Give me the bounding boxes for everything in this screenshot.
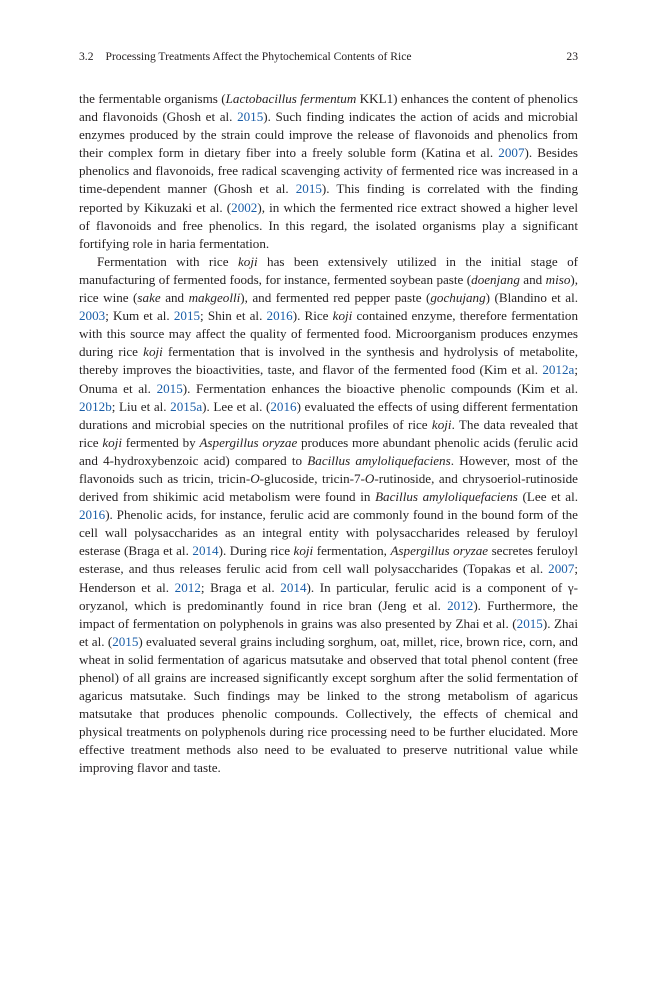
italic-term: doenjang xyxy=(471,271,520,287)
citation-link[interactable]: 2014 xyxy=(280,579,307,595)
text-run: ; Braga et al. xyxy=(200,579,281,595)
text-run: ; Liu et al. xyxy=(111,398,171,414)
text-run: Fermentation with rice xyxy=(97,253,238,269)
citation-link[interactable]: 2007 xyxy=(498,145,525,161)
section-number: 3.2 xyxy=(79,50,94,63)
running-head-section xyxy=(79,50,412,64)
text-run: ), and fermented red pepper paste ( xyxy=(240,290,431,306)
text-run: ; Onuma et al. xyxy=(79,362,578,396)
text-run: ). Zhai et al. ( xyxy=(79,615,579,649)
text-run: and xyxy=(160,290,189,306)
citation-link[interactable]: 2012b xyxy=(79,398,112,414)
citation-link[interactable]: 2016 xyxy=(79,507,106,523)
italic-term: koji xyxy=(102,434,123,450)
text-run: -rutinoside, and chrysoeriol-rutinoside derived from shikimic acid metabolism were found in xyxy=(79,470,578,505)
italic-term: Bacillus amyloliquefaciens xyxy=(307,452,451,468)
text-run: ). In particular, ferulic acid is a component of γ-oryzanol, which is predominantly found in rice bran (Jeng et al. xyxy=(79,579,578,613)
citation-link[interactable]: 2002 xyxy=(231,199,258,215)
citation-link[interactable]: 2015 xyxy=(156,380,183,396)
paragraph xyxy=(79,90,578,253)
text-run: ), rice wine ( xyxy=(79,271,579,306)
text-run: the fermentable organisms ( xyxy=(79,91,226,106)
citation-link[interactable]: 2007 xyxy=(548,561,575,577)
italic-term: gochujang xyxy=(430,290,486,306)
text-run: fermentation, xyxy=(313,543,391,559)
italic-term: koji xyxy=(332,308,353,324)
citation-link[interactable]: 2016 xyxy=(270,398,297,414)
text-run: produces more abundant phenolic acids (ferulic acid and 4-hydroxybenzoic acid) compared to xyxy=(79,434,578,468)
citation-link[interactable]: 2003 xyxy=(79,308,106,324)
citation-link[interactable]: 2012 xyxy=(447,597,474,613)
citation-link[interactable]: 2015 xyxy=(295,181,322,197)
italic-term: koji xyxy=(431,416,452,432)
text-run: (Lee et al. xyxy=(517,489,578,505)
text-run: ), in which the fermented rice extract showed a higher level of flavonoids and free phenolics. In this regard, the isolated organisms play a significant fortifying role in haria fermentation. xyxy=(79,199,578,251)
citation-link[interactable]: 2014 xyxy=(192,543,219,559)
text-run: ). Furthermore, the impact of fermentation on polyphenols in grains was also presented by Zhai et al. ( xyxy=(79,597,578,631)
italic-term: Aspergillus oryzae xyxy=(199,434,298,450)
text-run: ). Rice xyxy=(292,308,333,324)
text-run: ; Kum et al. xyxy=(105,308,174,324)
text-run: -glucoside, tricin-7- xyxy=(259,470,365,486)
text-run: ; Shin et al. xyxy=(200,308,267,324)
page xyxy=(79,50,578,778)
italic-term: koji xyxy=(237,253,258,269)
section-title: Processing Treatments Affect the Phytochemical Contents of Rice xyxy=(105,50,412,63)
text-run: ). Phenolic acids, for instance, ferulic acid are commonly found in the bound form of the cell wall polysaccharides as an integral entity with polysaccharides released by feruloyl esterase (Braga et al. xyxy=(79,507,578,559)
text-run: ). During rice xyxy=(218,543,294,559)
italic-term: Aspergillus oryzae xyxy=(390,543,489,559)
text-run: . The data revealed that rice xyxy=(79,416,578,450)
text-run: ). Fermentation enhances the bioactive phenolic compounds (Kim et al. xyxy=(182,380,578,396)
body-text xyxy=(79,90,578,778)
paragraph xyxy=(79,253,578,778)
italic-term: miso xyxy=(545,271,571,287)
citation-link[interactable]: 2012a xyxy=(542,362,575,378)
text-run: ; Henderson et al. xyxy=(79,561,578,595)
citation-link[interactable]: 2015 xyxy=(112,633,139,649)
text-run: has been extensively utilized in the initial stage of manufacturing of fermented foods, for instance, fermented soybean paste ( xyxy=(79,253,578,287)
text-run: ). Such finding indicates the action of acids and microbial enzymes produced by the strain could improve the release of flavonoids and phenolics from their complex form in dietary fiber into a freely soluble form (Katina et al. xyxy=(79,109,578,161)
citation-link[interactable]: 2015 xyxy=(173,308,201,324)
italic-term: makgeolli xyxy=(188,290,241,306)
text-run: ) evaluated several grains including sorghum, oat, millet, rice, brown rice, corn, and wheat in solid fermentation of agaricus matsutake and observed that total phenol content (free phenol) of all grains are increased significantly except sorghum after the solid fermentation of agaricus matsutake. Such findings may be linked to the strong metabolism of agaricus matsutake that produces phenolic compounds. Collectively, the effects of chemical and physical treatments on polyphenols during rice processing need to be further elucidated. More effective treatment methods also need to be evaluated to preserve nutritional value while improving flavor and taste. xyxy=(79,633,578,776)
citation-link[interactable]: 2015 xyxy=(516,615,543,631)
italic-term: Lactobacillus fermentum xyxy=(225,91,357,106)
text-run: secretes feruloyl esterase, and thus releases ferulic acid from cell wall polysaccharides (Topakas et al. xyxy=(79,543,579,577)
text-run: fermentation that is involved in the synthesis and hydrolysis of metabolite, thereby improves the bioactivities, taste, and flavor of the fermented food (Kim et al. xyxy=(79,344,578,378)
italic-term: koji xyxy=(293,543,314,559)
italic-term: O xyxy=(250,470,260,486)
page-number: 23 xyxy=(566,50,578,63)
italic-term: sake xyxy=(137,290,161,306)
text-run: and xyxy=(519,271,546,287)
italic-term: koji xyxy=(143,344,163,360)
text-run: KKL1) enhances the content of phenolics and flavonoids (Ghosh et al. xyxy=(79,91,578,125)
citation-link[interactable]: 2012 xyxy=(174,579,201,595)
italic-term: Bacillus amyloliquefaciens xyxy=(375,489,518,505)
citation-link[interactable]: 2015a xyxy=(170,398,203,414)
text-run: . However, most of the flavonoids such as tricin, tricin- xyxy=(79,452,578,486)
italic-term: O xyxy=(364,470,375,486)
text-run: ). This finding is correlated with the finding reported by Kikuzaki et al. ( xyxy=(79,181,578,215)
text-run: ). Lee et al. ( xyxy=(202,398,271,414)
citation-link[interactable]: 2015 xyxy=(237,109,264,125)
text-run: ) evaluated the effects of using different fermentation durations and microbial species on the nutritional profiles of rice xyxy=(79,398,578,432)
text-run: fermented by xyxy=(122,434,200,450)
text-run: ) (Blandino et al. xyxy=(485,290,579,306)
text-run: ). Besides phenolics and flavonoids, free radical scavenging activity of fermented rice was increased in a time-dependent manner (Ghosh et al. xyxy=(79,145,578,197)
text-run: contained enzyme, therefore fermentation with this source may affect the quality of fermented food. Microorganism produces enzymes during rice xyxy=(79,308,578,360)
citation-link[interactable]: 2016 xyxy=(266,308,293,324)
running-head xyxy=(79,50,578,64)
